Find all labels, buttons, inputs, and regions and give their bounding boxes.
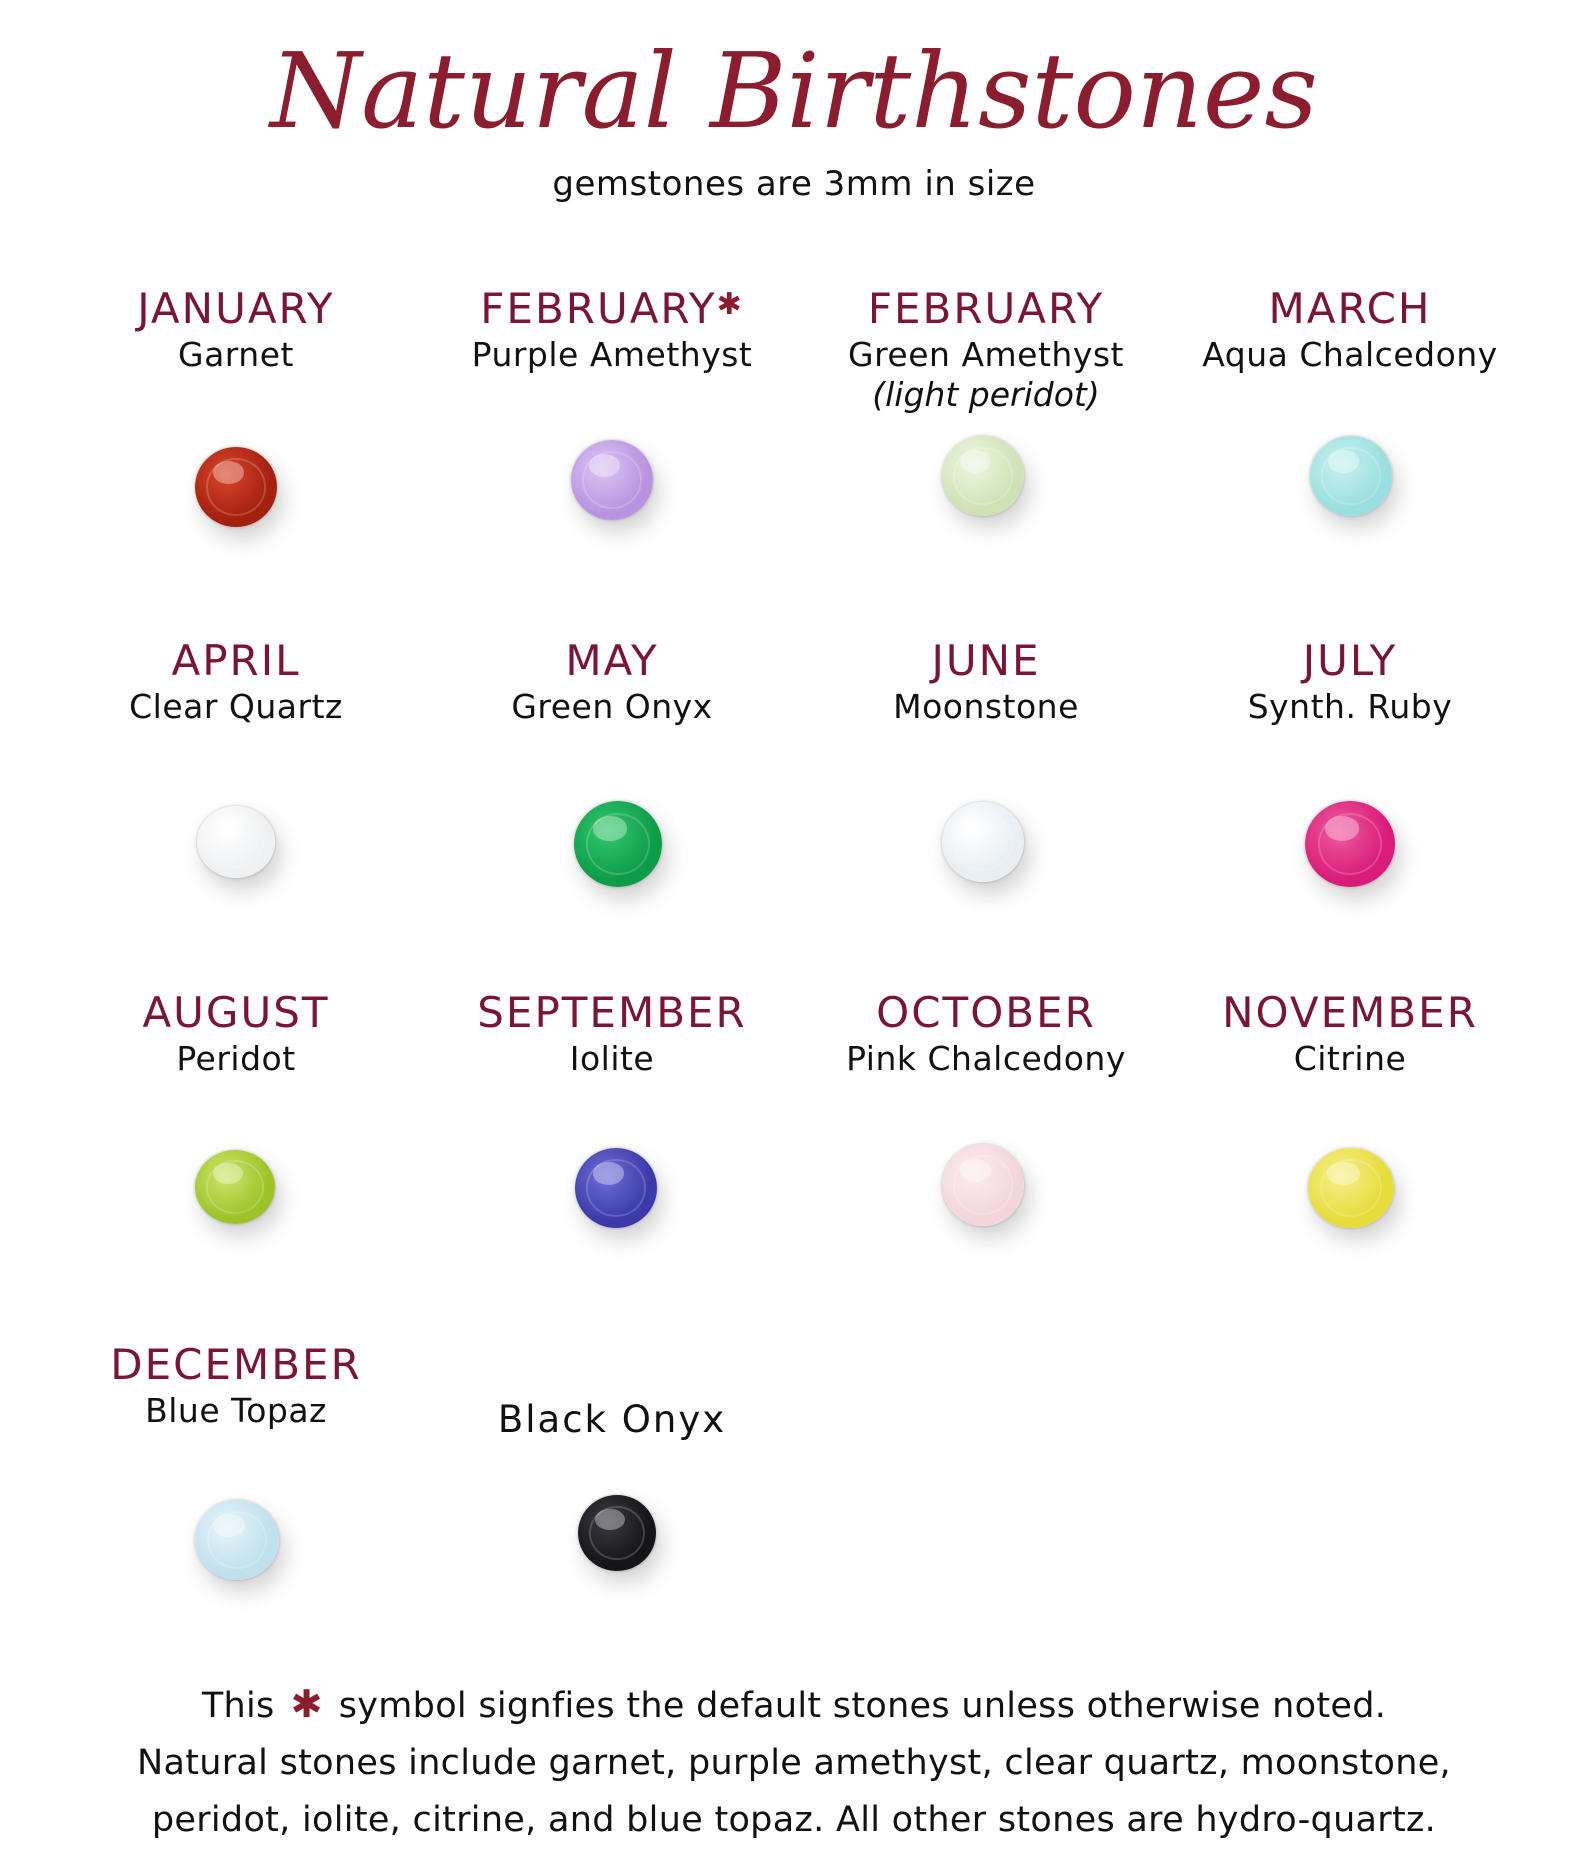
gem-green-amethyst [942,436,1024,516]
month-label: FEBRUARY [867,284,1105,333]
gem-garnet [195,447,277,527]
gem-blue-topaz [195,1500,279,1580]
month-label: JULY [1302,636,1398,685]
month-label: FEBRUARY [480,284,717,333]
footer-note [0,1676,1588,1849]
gem-purple-amethyst [571,440,653,520]
stone-name: Peridot [176,1039,296,1078]
gem-citrine [1308,1148,1394,1228]
stone-name: Black Onyx [497,1398,727,1441]
footer-line-3: peridot, iolite, citrine, and blue topaz. All other stones are hydro-quartz. [151,1800,1437,1840]
footer-line-1 [0,1676,1588,1735]
stone-name: Green Amethyst [848,335,1124,374]
gem-moonstone [942,802,1024,882]
gem-synth-ruby [1305,801,1395,887]
stone-name: Synth. Ruby [1247,687,1453,726]
gem-iolite [575,1148,657,1228]
birthstone-card-april [46,636,426,728]
birthstone-card-december [46,1340,426,1432]
birthstone-card-september [422,988,802,1080]
month-label: MARCH [1268,284,1432,333]
default-marker-icon: ✱ [716,287,744,322]
birthstone-card-may [422,636,802,728]
gem-black-onyx [578,1495,656,1571]
month-label: SEPTEMBER [477,988,747,1037]
gem-pink-chalcedony [942,1144,1024,1226]
stone-name: Moonstone [893,687,1079,726]
stone-name: Citrine [1293,1039,1407,1078]
birthstone-card-october [796,988,1176,1080]
month-label: APRIL [171,636,301,685]
footer-text: This [201,1686,275,1726]
birthstone-card-july [1160,636,1540,728]
birthstone-card-november [1160,988,1540,1080]
subtitle: gemstones are 3mm in size [552,164,1036,204]
gem-peridot [195,1150,275,1224]
stone-note: (light peridot) [872,375,1100,414]
page-title [0,22,1588,162]
birthstone-card-february-purple [422,284,802,376]
birthstone-card-june [796,636,1176,728]
birthstone-card-august [46,988,426,1080]
stone-name: Purple Amethyst [471,335,753,374]
default-marker-icon: ✱ [290,1682,323,1726]
gem-aqua-chalcedony [1310,436,1392,516]
footer-text: symbol signfies the default stones unless otherwise noted. [338,1686,1387,1726]
footer-line-2: Natural stones include garnet, purple amethyst, clear quartz, moonstone, [137,1743,1451,1783]
month-label: JUNE [931,636,1041,685]
month-label: MAY [565,636,659,685]
stone-name: Garnet [178,335,294,374]
stone-name: Blue Topaz [145,1391,327,1430]
stone-name: Clear Quartz [129,687,343,726]
month-label: OCTOBER [876,988,1096,1037]
month-label: DECEMBER [110,1340,362,1389]
birthstone-card-march [1160,284,1540,376]
month-label: AUGUST [142,988,330,1037]
month-label-wrap [422,284,802,334]
stone-name: Green Onyx [511,687,713,726]
title-text: Natural Birthstones [270,30,1318,152]
stone-name: Iolite [569,1039,655,1078]
stone-name: Aqua Chalcedony [1202,335,1498,374]
birthstone-card-black-onyx [422,1395,802,1445]
gem-clear-quartz [197,806,275,878]
month-label: JANUARY [137,284,335,333]
stone-name: Pink Chalcedony [846,1039,1126,1078]
birthstone-card-february-green [796,284,1176,414]
gem-green-onyx [574,801,662,887]
month-label: NOVEMBER [1222,988,1478,1037]
birthstone-card-january [46,284,426,376]
